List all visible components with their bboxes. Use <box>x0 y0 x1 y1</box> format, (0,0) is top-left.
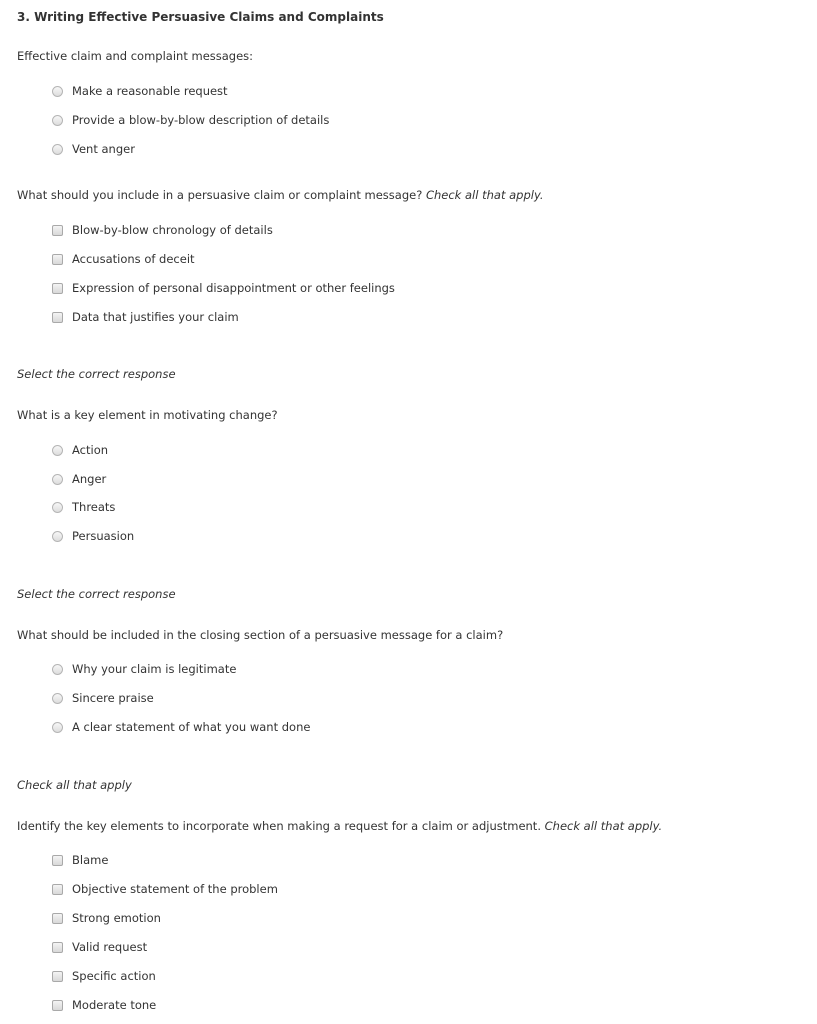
radio-button[interactable] <box>52 144 63 155</box>
radio-button[interactable] <box>52 664 63 675</box>
radio-button[interactable] <box>52 445 63 456</box>
radio-button[interactable] <box>52 693 63 704</box>
q5-option-2[interactable] <box>52 882 278 896</box>
checkbox[interactable] <box>52 312 63 323</box>
q4-option-3[interactable] <box>52 720 310 734</box>
q2-option-2[interactable] <box>52 252 195 266</box>
option-label: Action <box>72 443 109 457</box>
radio-button[interactable] <box>52 531 63 542</box>
option-label: Vent anger <box>72 142 135 156</box>
checkbox[interactable] <box>52 971 63 982</box>
q5-option-3[interactable] <box>52 911 161 925</box>
question-3-prompt: What is a key element in motivating change? <box>17 408 278 422</box>
q2-option-4[interactable] <box>52 310 239 324</box>
question-4-instruction: Select the correct response <box>17 587 176 601</box>
option-label: Sincere praise <box>72 691 154 705</box>
option-label: Why your claim is legitimate <box>72 662 237 676</box>
option-label: Valid request <box>72 940 148 954</box>
option-label: Objective statement of the problem <box>72 882 278 896</box>
option-label: Blow-by-blow chronology of details <box>72 223 273 237</box>
radio-button[interactable] <box>52 115 63 126</box>
radio-button[interactable] <box>52 86 63 97</box>
radio-button[interactable] <box>52 502 63 513</box>
q5-option-4[interactable] <box>52 940 147 954</box>
option-label: Moderate tone <box>72 998 157 1012</box>
option-label: Anger <box>72 472 107 486</box>
q5-option-6[interactable] <box>52 998 156 1012</box>
option-label: Data that justifies your claim <box>72 310 239 324</box>
question-4-prompt: What should be included in the closing section of a persuasive message for a claim? <box>17 628 504 642</box>
option-label: Blame <box>72 853 109 867</box>
option-label: A clear statement of what you want done <box>72 720 311 734</box>
option-label: Threats <box>72 500 116 514</box>
prompt-hint: Check all that apply. <box>544 819 663 833</box>
checkbox[interactable] <box>52 855 63 866</box>
checkbox[interactable] <box>52 225 63 236</box>
section-title: 3. Writing Effective Persuasive Claims and Complaints <box>17 10 384 24</box>
q5-option-5[interactable] <box>52 969 156 983</box>
question-5-instruction: Check all that apply <box>17 778 132 792</box>
q2-option-3[interactable] <box>52 281 395 295</box>
option-label: Specific action <box>72 969 156 983</box>
q3-option-2[interactable] <box>52 472 106 486</box>
option-label: Persuasion <box>72 529 135 543</box>
question-2-prompt <box>17 188 544 202</box>
q3-option-3[interactable] <box>52 500 115 514</box>
prompt-hint: Check all that apply. <box>425 188 544 202</box>
checkbox[interactable] <box>52 913 63 924</box>
question-5-prompt <box>17 819 662 833</box>
q3-option-4[interactable] <box>52 529 134 543</box>
q4-option-2[interactable] <box>52 691 154 705</box>
option-label: Strong emotion <box>72 911 161 925</box>
checkbox[interactable] <box>52 1000 63 1011</box>
question-3-instruction: Select the correct response <box>17 367 176 381</box>
q3-option-1[interactable] <box>52 443 108 457</box>
q4-option-1[interactable] <box>52 662 236 676</box>
q1-option-3[interactable] <box>52 142 135 156</box>
radio-button[interactable] <box>52 474 63 485</box>
option-label: Accusations of deceit <box>72 252 195 266</box>
q2-option-1[interactable] <box>52 223 273 237</box>
prompt-text: What should you include in a persuasive claim or complaint message? <box>17 188 423 202</box>
checkbox[interactable] <box>52 254 63 265</box>
checkbox[interactable] <box>52 942 63 953</box>
checkbox[interactable] <box>52 884 63 895</box>
prompt-text: Identify the key elements to incorporate when making a request for a claim or adjustment. <box>17 819 541 833</box>
radio-button[interactable] <box>52 722 63 733</box>
checkbox[interactable] <box>52 283 63 294</box>
question-1-prompt: Effective claim and complaint messages: <box>17 49 254 63</box>
option-label: Expression of personal disappointment or other feelings <box>72 281 395 295</box>
option-label: Make a reasonable request <box>72 84 228 98</box>
q5-option-1[interactable] <box>52 853 108 867</box>
q1-option-1[interactable] <box>52 84 228 98</box>
q1-option-2[interactable] <box>52 113 329 127</box>
option-label: Provide a blow-by-blow description of details <box>72 113 330 127</box>
